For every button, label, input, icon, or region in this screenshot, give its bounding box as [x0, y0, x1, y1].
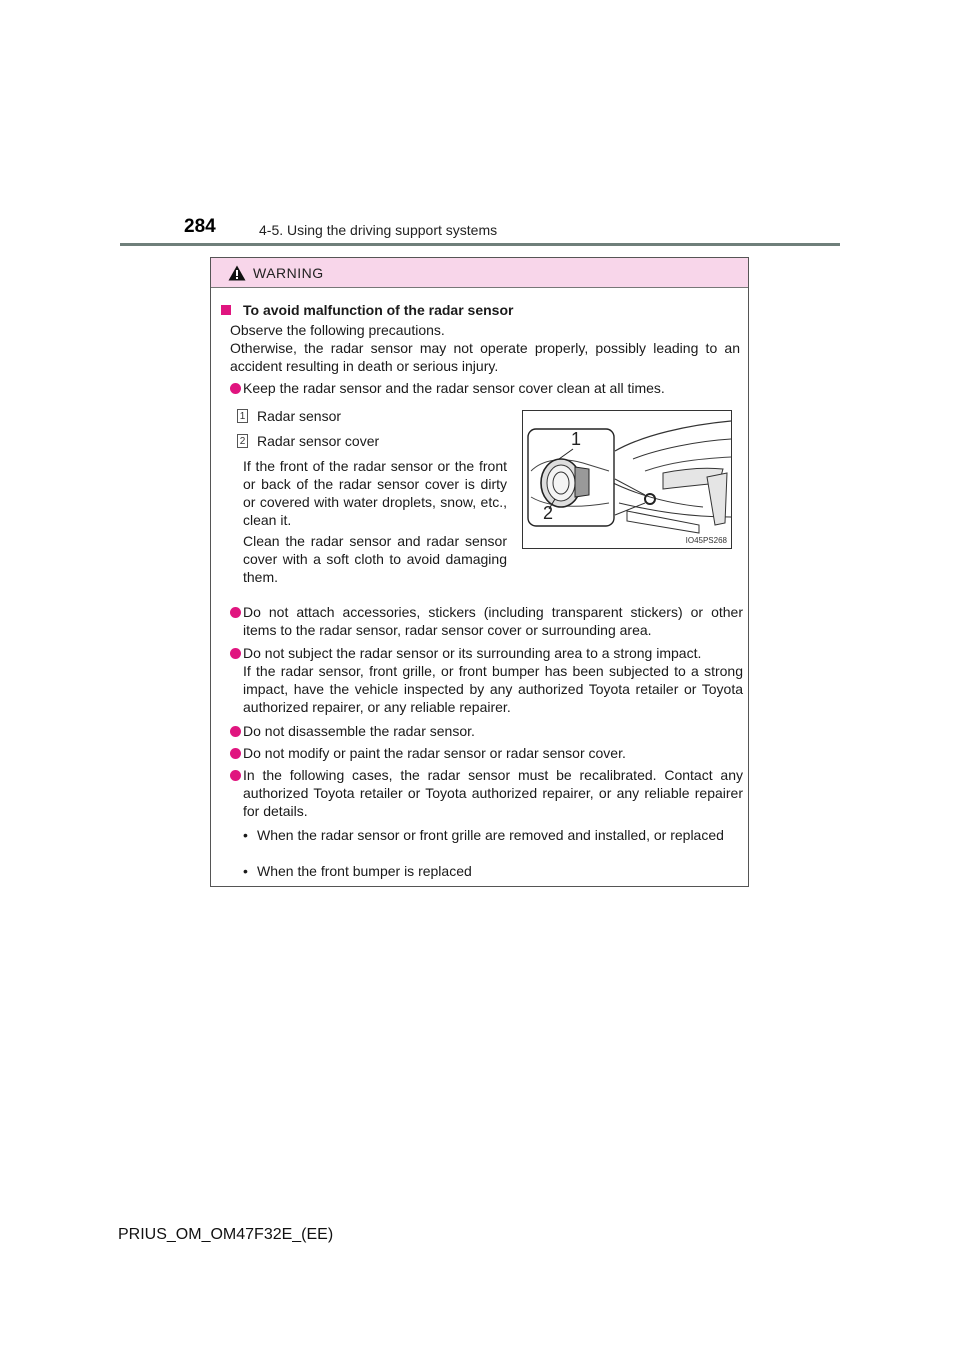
warning-box	[210, 257, 749, 887]
clean-instruction-1: If the front of the radar sensor or the front or back of the radar sensor cover is dirty or covered with water droplets, snow, etc., clean it.	[243, 458, 507, 528]
square-bullet-icon	[221, 305, 231, 315]
document-code: PRIUS_OM_OM47F32E_(EE)	[118, 1226, 334, 1243]
legend-number-2: 2	[237, 434, 248, 448]
figure-callout-2: 2	[543, 503, 554, 523]
warning-triangle-icon	[228, 265, 246, 281]
car-front-drawing	[523, 411, 731, 548]
radar-sensor-illustration	[522, 410, 732, 549]
warning-header	[211, 258, 748, 288]
sub-bullet-marker: •	[243, 827, 248, 843]
page-header	[120, 216, 840, 246]
legend-number-1: 1	[237, 409, 248, 423]
figure-code: IO45PS268	[685, 536, 727, 545]
header-rule	[120, 243, 840, 246]
round-bullet-icon	[230, 748, 241, 759]
round-bullet-icon	[230, 770, 241, 781]
legend-label-2: Radar sensor cover	[257, 433, 380, 449]
sub-bullet-marker: •	[243, 863, 248, 879]
bullet-1-text: Keep the radar sensor and the radar sensor cover clean at all times.	[243, 380, 665, 396]
intro-text-1: Observe the following precautions.	[230, 322, 445, 338]
intro-text-2: Otherwise, the radar sensor may not operate properly, possibly leading to an accident resulting in death or serious injury.	[230, 340, 740, 374]
bullet-4-text: Do not disassemble the radar sensor.	[243, 723, 475, 739]
round-bullet-icon	[230, 383, 241, 394]
sub-bullet-2-text: When the front bumper is replaced	[257, 863, 472, 879]
bullet-2-text: Do not attach accessories, stickers (including transparent stickers) or other items to the radar sensor, radar sensor cover or surrounding area.	[243, 604, 743, 638]
round-bullet-icon	[230, 607, 241, 618]
bullet-3-detail: If the radar sensor, front grille, or front bumper has been subjected to a strong impact, have the vehicle inspected by any authorized Toyota retailer or Toyota authorized repairer, or any reliable repairer.	[243, 663, 743, 715]
round-bullet-icon	[230, 648, 241, 659]
section-title: 4-5. Using the driving support systems	[259, 222, 498, 238]
bullet-3-text: Do not subject the radar sensor or its surrounding area to a strong impact.	[243, 645, 702, 661]
page-number: 284	[184, 216, 216, 237]
sub-bullet-1-text: When the radar sensor or front grille are removed and installed, or replaced	[257, 827, 724, 843]
bullet-6-text: In the following cases, the radar sensor must be recalibrated. Contact any authorized Toyota retailer or Toyota authorized repairer, or any reliable repairer for details.	[243, 767, 743, 819]
round-bullet-icon	[230, 726, 241, 737]
legend-label-1: Radar sensor	[257, 408, 342, 424]
warning-label: WARNING	[253, 265, 324, 281]
bullet-5-text: Do not modify or paint the radar sensor or radar sensor cover.	[243, 745, 626, 761]
clean-instruction-2: Clean the radar sensor and radar sensor cover with a soft cloth to avoid damaging them.	[243, 533, 507, 585]
warning-heading: To avoid malfunction of the radar sensor	[243, 302, 514, 318]
figure-callout-1: 1	[571, 429, 582, 449]
